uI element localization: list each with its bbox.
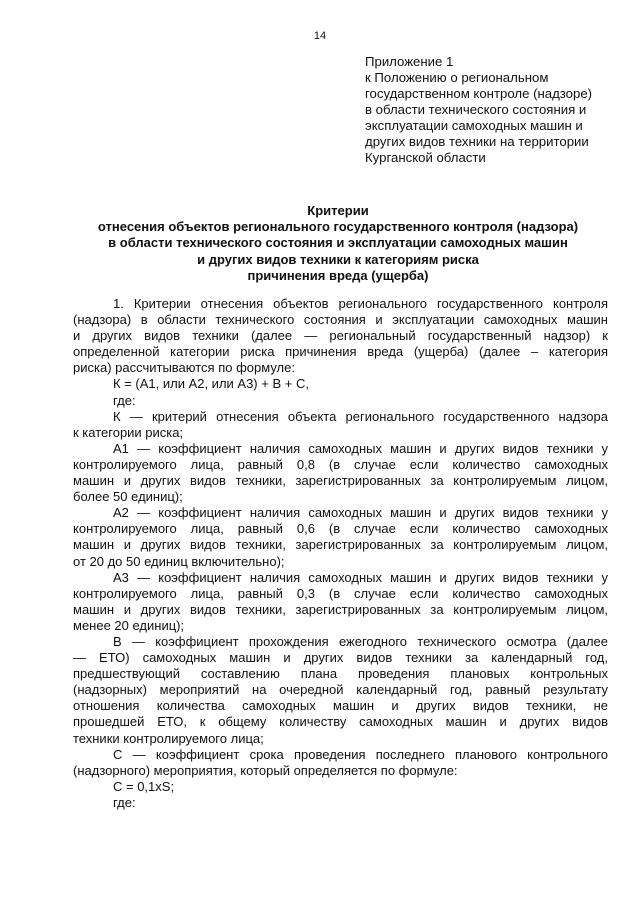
body-line: машин и других видов техники, зарегистрированных за контролируемым лицом, [73,473,608,489]
paragraph-b-definition [73,634,608,747]
where-label: где: [113,392,136,408]
title-line: и других видов техники к категориям риска [197,251,479,267]
title-line: причинения вреда (ущерба) [247,267,429,283]
body-line: машин и других видов техники, зарегистрированных за контролируемым лицом, [73,537,608,553]
body-line: (надзорного) мероприятия, который определяется по формуле: [73,762,458,778]
body-line: С — коэффициент срока проведения последнего планового контрольного [113,746,608,762]
title-line: Критерии [307,203,369,218]
body-line: А1 — коэффициент наличия самоходных машин и других видов техники у [113,440,608,456]
body-line: отношения количества самоходных машин и других видов техники, не [73,698,608,714]
body-line: 1. Критерии отнесения объектов регионального государственного контроля [113,296,608,311]
body-line: и других видов техники (далее — региональный государственный надзор) к [73,328,608,344]
title-line: в области технического состояния и эксплуатации самоходных машин [108,235,568,251]
title-line: отнесения объектов регионального государственного контроля (надзора) [97,219,579,235]
appendix-line: в области технического состояния и [365,102,587,117]
formula-c: С = 0,1xS; [113,778,175,794]
appendix-note [365,54,615,166]
document-body [73,296,608,811]
body-line: контролируемого лица, равный 0,6 (в случае если количество самоходных [73,521,608,537]
paragraph-c-definition [73,747,608,779]
where-label: где: [113,794,136,810]
body-line: более 50 единиц); [73,489,183,505]
body-line: предшествующий составлению плана проведения плановых контрольных [73,666,608,682]
appendix-line: Курганской области [365,150,486,165]
body-line: к категории риска; [73,424,184,440]
body-line: — ЕТО) самоходных машин и других видов техники за календарный год, [73,650,608,666]
body-line: машин и других видов техники, зарегистрированных за контролируемым лицом, [73,601,608,617]
body-line: прошедшей ЕТО, к общему количеству самоходных машин и других видов [73,714,608,730]
page-number: 14 [313,30,327,42]
formula-k: К = (А1, или А2, или А3) + В + С, [113,376,309,392]
body-line: А3 — коэффициент наличия самоходных машин и других видов техники у [113,569,608,585]
paragraph-a1 [73,441,608,505]
body-line: от 20 до 50 единиц включительно); [73,553,285,569]
appendix-line: Приложение 1 [365,54,454,69]
body-line: (надзора) в области технического состояния и эксплуатации самоходных машин [73,312,608,328]
appendix-line: к Положению о региональном [365,70,549,85]
appendix-line: государственном контроле (надзоре) [365,86,593,101]
appendix-line: эксплуатации самоходных машин и [365,118,583,133]
body-line: К — критерий отнесения объекта регионального государственного надзора [113,408,608,424]
body-line: В — коэффициент прохождения ежегодного технического осмотра (далее [113,633,608,649]
paragraph-a3 [73,570,608,634]
body-line: контролируемого лица, равный 0,3 (в случае если количество самоходных [73,585,608,601]
body-line: менее 20 единиц); [73,617,185,633]
appendix-line: других видов техники на территории [365,134,589,149]
body-line: А2 — коэффициент наличия самоходных машин и других видов техники у [113,505,608,521]
body-line: техники контролируемого лица; [73,730,264,746]
document-title [0,203,640,284]
body-line: контролируемого лица, равный 0,8 (в случае если количество самоходных [73,456,608,472]
paragraph-criteria [73,296,608,376]
body-line: риска) рассчитываются по формуле: [73,360,295,376]
paragraph-k-definition [73,409,608,441]
paragraph-a2 [73,505,608,569]
body-line: (надзорных) мероприятий на очередной календарный год, равный результату [73,682,608,698]
body-line: определенной категории риска причинения вреда (ущерба) (далее – категория [73,344,608,360]
